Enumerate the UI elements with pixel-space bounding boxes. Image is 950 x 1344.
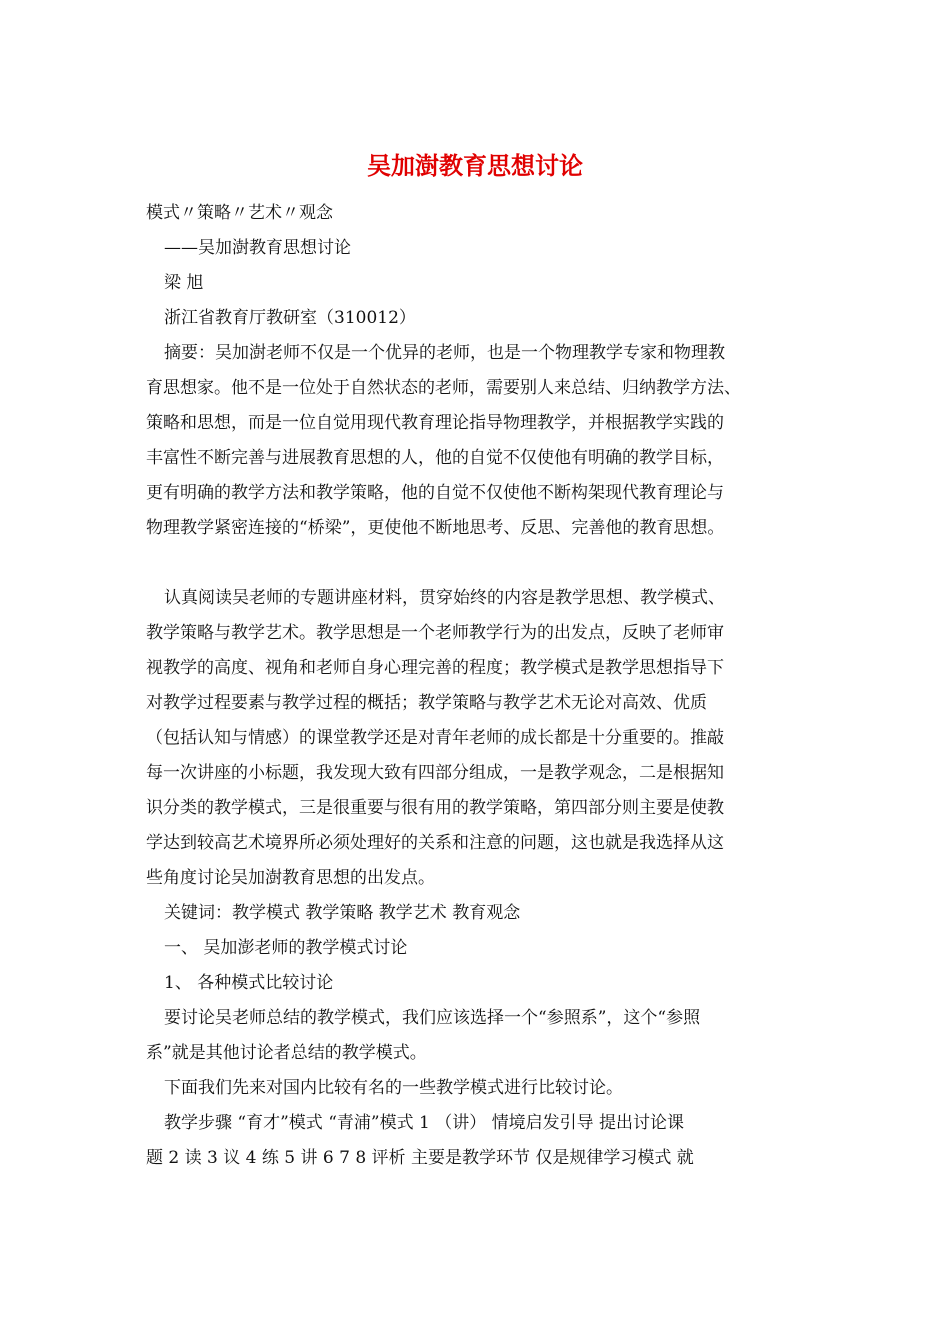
paragraph-line: 每一次讲座的小标题，我发现大致有四部分组成，一是教学观念，二是根据知 bbox=[146, 763, 724, 783]
abstract-line: 育思想家。他不是一位处于自然状态的老师，需要别人来总结、归纳教学方法、 bbox=[146, 378, 741, 398]
paragraph-line: 教学策略与教学艺术。教学思想是一个老师教学行为的出发点，反映了老师审 bbox=[146, 623, 724, 643]
document-body bbox=[146, 196, 808, 1176]
section-heading: 一、 吴加澎老师的教学模式讨论 bbox=[164, 938, 408, 958]
paragraph-line: 些角度讨论吴加澍教育思想的出发点。 bbox=[146, 868, 435, 888]
subtitle-dash-line: ——吴加澍教育思想讨论 bbox=[164, 238, 351, 258]
affiliation-line: 浙江省教育厅教研室（310012） bbox=[164, 308, 416, 328]
keywords-line: 关键词：教学模式 教学策略 教学艺术 教育观念 bbox=[164, 903, 521, 923]
abstract-line: 物理教学紧密连接的“桥梁”，更使他不断地思考、反思、完善他的教育思想。 bbox=[146, 518, 725, 538]
subtitle-line: 模式〃策略〃艺术〃观念 bbox=[146, 203, 333, 223]
paragraph-line: 识分类的教学模式，三是很重要与很有用的教学策略，第四部分则主要是使教 bbox=[146, 798, 724, 818]
abstract-line: 摘要：吴加澍老师不仅是一个优异的老师，也是一个物理教学专家和物理教 bbox=[164, 343, 725, 363]
author-line: 梁 旭 bbox=[164, 273, 204, 293]
subsection-heading: 1、 各种模式比较讨论 bbox=[164, 973, 334, 993]
table-text-line: 教学步骤 “育才”模式 “青浦”模式 1 （讲） 情境启发引导 提出讨论课 bbox=[164, 1113, 685, 1133]
abstract-line: 更有明确的教学方法和教学策略，他的自觉不仅使他不断构架现代教育理论与 bbox=[146, 483, 724, 503]
paragraph-line: 学达到较高艺术境界所必须处理好的关系和注意的问题，这也就是我选择从这 bbox=[146, 833, 724, 853]
abstract-line: 策略和思想，而是一位自觉用现代教育理论指导物理教学，并根据教学实践的 bbox=[146, 413, 724, 433]
paragraph-line: 系”就是其他讨论者总结的教学模式。 bbox=[146, 1043, 427, 1063]
document-title: 吴加澍教育思想讨论 bbox=[367, 151, 583, 180]
abstract-line: 丰富性不断完善与进展教育思想的人，他的自觉不仅使他有明确的教学目标， bbox=[146, 448, 724, 468]
paragraph-line: 下面我们先来对国内比较有名的一些教学模式进行比较讨论。 bbox=[164, 1078, 623, 1098]
paragraph-line: 视教学的高度、视角和老师自身心理完善的程度；教学模式是教学思想指导下 bbox=[146, 658, 724, 678]
paragraph-line: 要讨论吴老师总结的教学模式，我们应该选择一个“参照系”，这个“参照 bbox=[164, 1008, 701, 1028]
paragraph-line: （包括认知与情感）的课堂教学还是对青年老师的成长都是十分重要的。推敲 bbox=[146, 728, 724, 748]
table-text-line: 题 2 读 3 议 4 练 5 讲 6 7 8 评析 主要是教学环节 仅是规律学习模式 就 bbox=[146, 1148, 694, 1168]
blank-line bbox=[146, 546, 808, 581]
paragraph-line: 对教学过程要素与教学过程的概括；教学策略与教学艺术无论对高效、优质 bbox=[146, 693, 707, 713]
paragraph-line: 认真阅读吴老师的专题讲座材料，贯穿始终的内容是教学思想、教学模式、 bbox=[164, 588, 725, 608]
